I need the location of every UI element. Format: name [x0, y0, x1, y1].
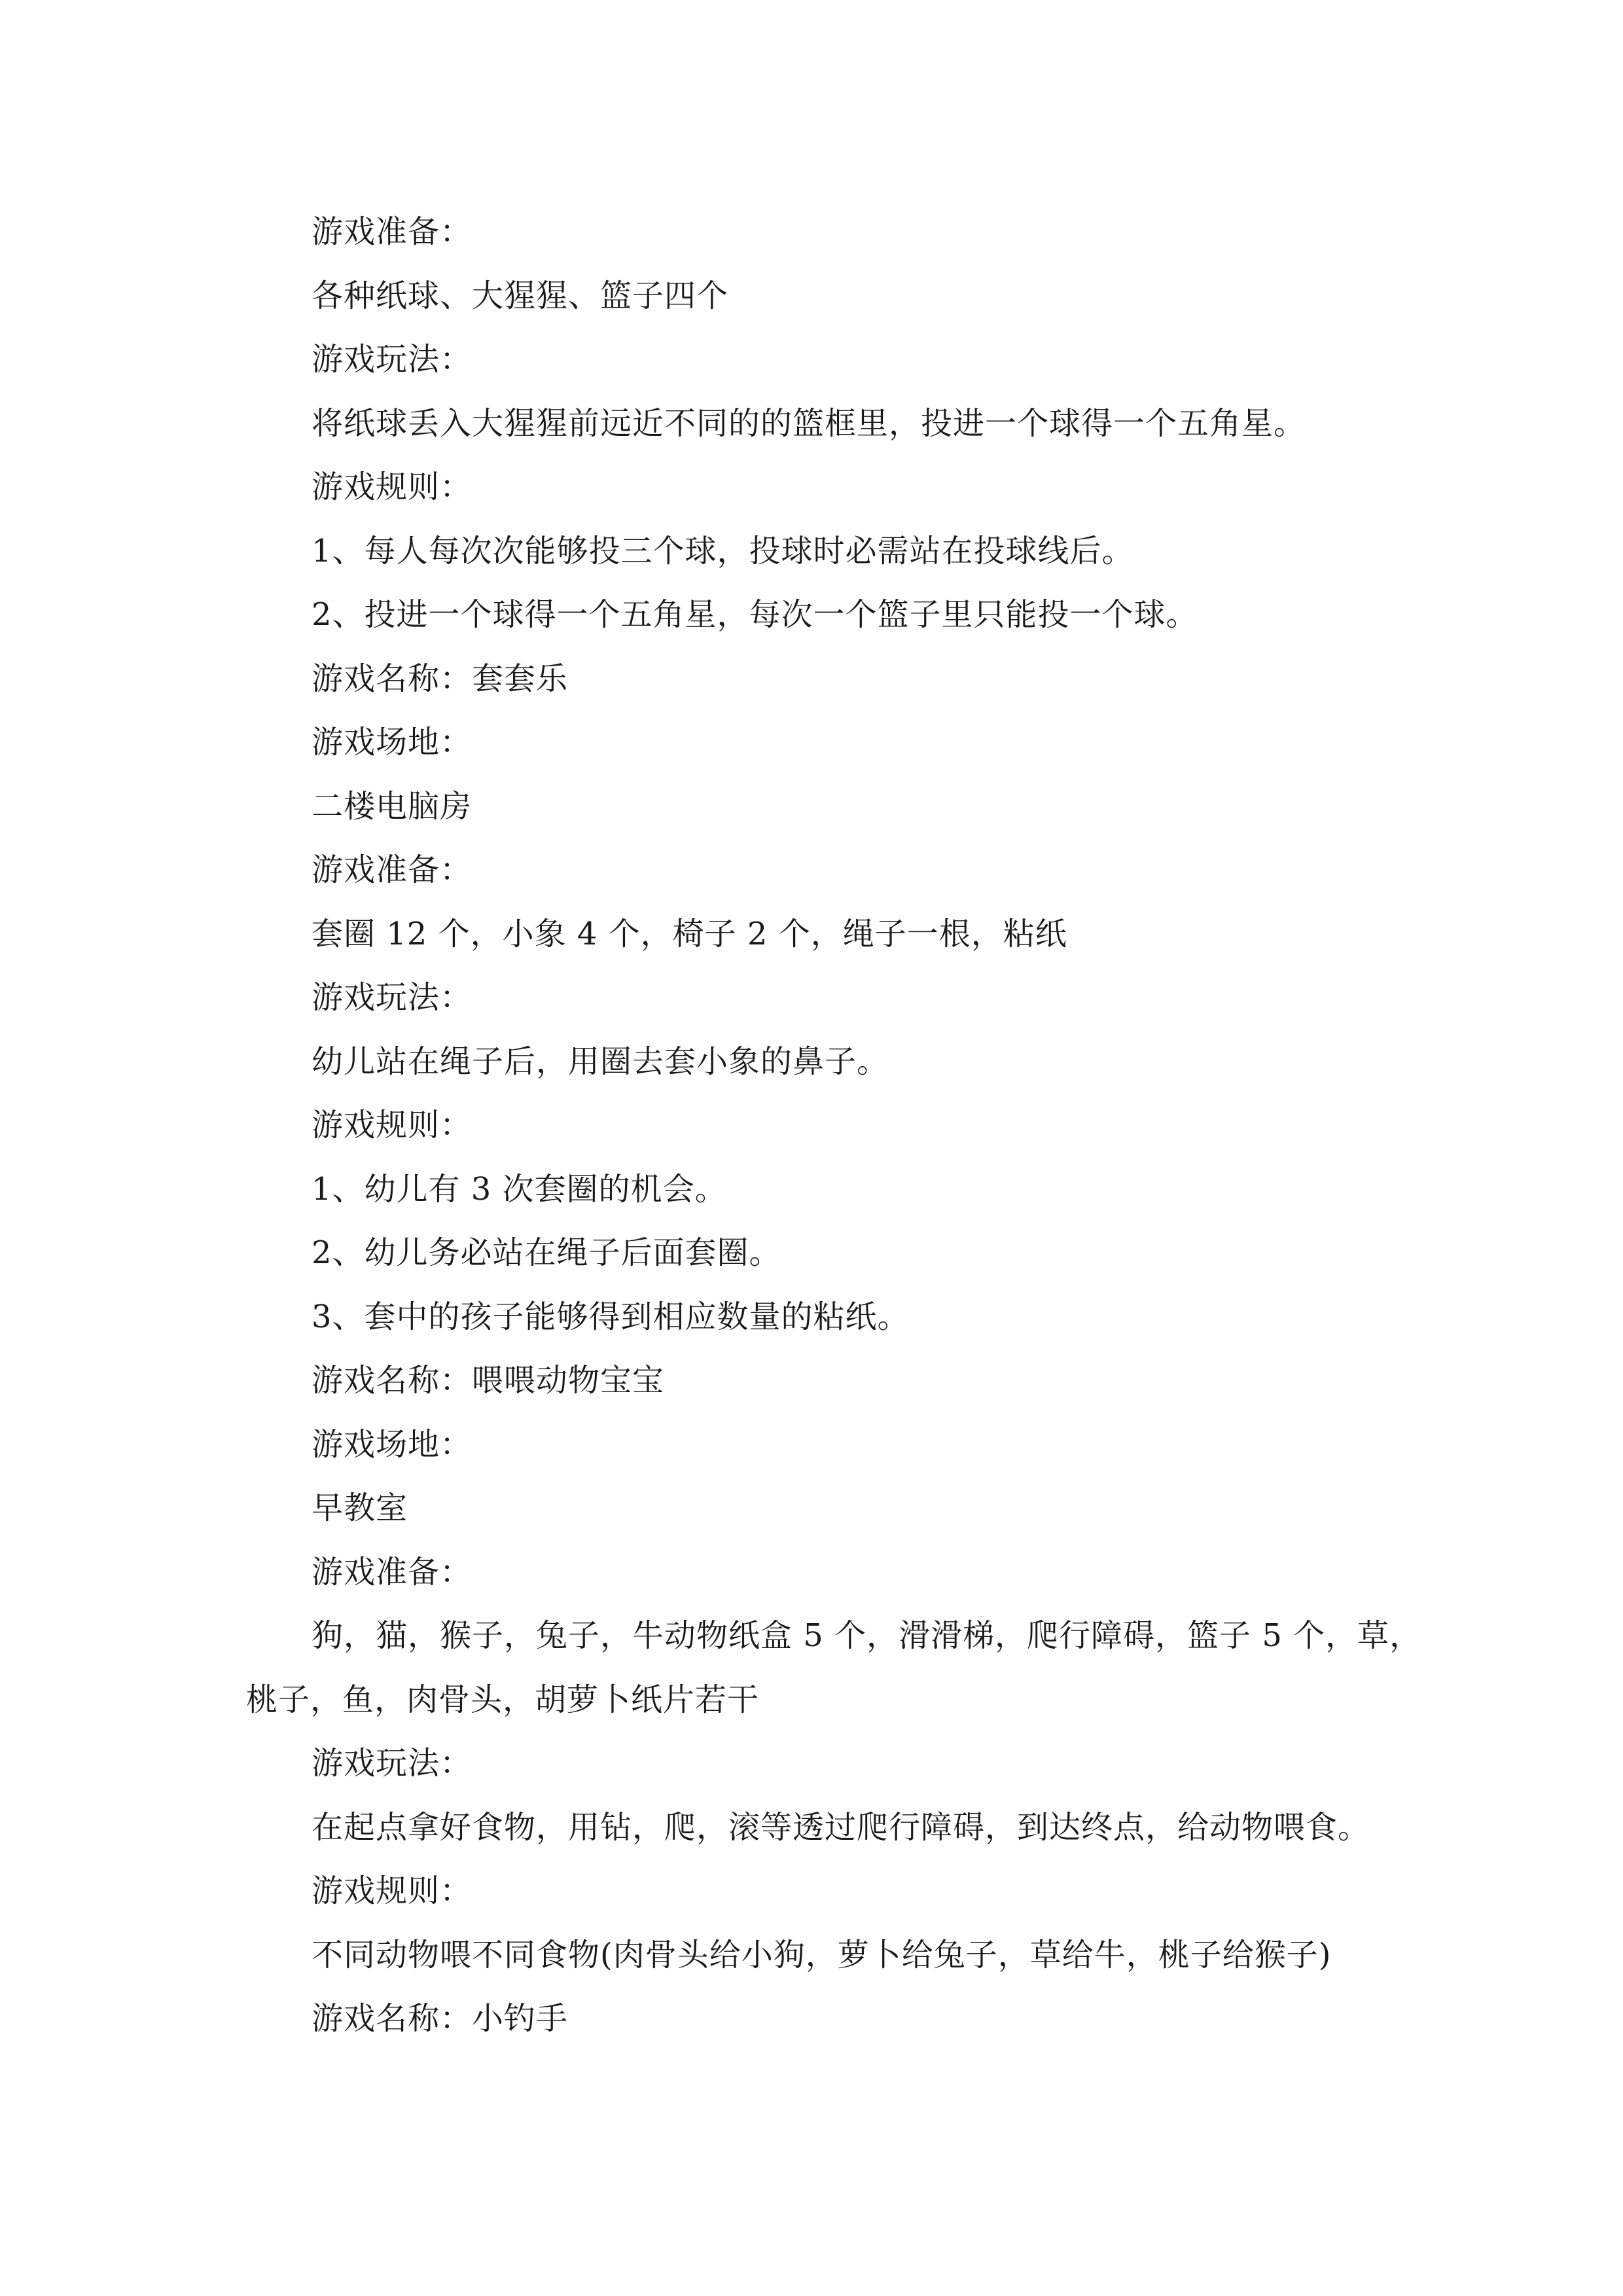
text-line: 游戏场地：: [312, 724, 473, 761]
text-line: 套圈 12 个，小象 4 个，椅子 2 个，绳子一根，粘纸: [312, 915, 1067, 952]
text-line: 游戏准备：: [312, 213, 473, 250]
text-line: 游戏名称：套套乐: [312, 660, 569, 697]
text-line: 游戏名称：小钓手: [312, 2000, 569, 2037]
text-line: 二楼电脑房: [312, 787, 473, 825]
text-line: 各种纸球、大猩猩、篮子四个: [312, 277, 729, 314]
text-line: 游戏玩法：: [312, 1745, 473, 1782]
text-line: 游戏规则：: [312, 1107, 473, 1143]
text-line: 游戏规则：: [312, 469, 473, 505]
text-line: 游戏准备：: [312, 852, 473, 888]
text-line: 游戏规则：: [312, 1873, 473, 1909]
text-line: 2、投进一个球得一个五角星，每次一个篮子里只能投一个球。: [312, 596, 1198, 633]
text-line: 狗，猫，猴子，兔子，牛动物纸盒 5 个，滑滑梯，爬行障碍，篮子 5 个，草，: [312, 1617, 1422, 1654]
text-line: 不同动物喂不同食物(肉骨头给小狗，萝卜给兔子，草给牛，桃子给猴子): [312, 1936, 1332, 1973]
text-line: 1、每人每次次能够投三个球，投球时必需站在投球线后。: [312, 532, 1134, 569]
text-line: 游戏名称：喂喂动物宝宝: [312, 1362, 665, 1399]
text-line: 游戏玩法：: [312, 979, 473, 1016]
document-body: [246, 200, 1422, 2051]
text-line: 游戏准备：: [312, 1553, 473, 1590]
text-line: 游戏场地：: [312, 1426, 473, 1463]
text-line: 在起点拿好食物，用钻，爬，滚等透过爬行障碍，到达终点，给动物喂食。: [312, 1808, 1370, 1846]
text-line: 3、套中的孩子能够得到相应数量的粘纸。: [312, 1298, 910, 1335]
text-line: 桃子，鱼，肉骨头，胡萝卜纸片若干: [246, 1681, 760, 1718]
text-line: 早教室: [312, 1490, 408, 1526]
text-line: 游戏玩法：: [312, 341, 473, 378]
text-line: 1、幼儿有 3 次套圈的机会。: [312, 1170, 727, 1208]
text-line: 将纸球丢入大猩猩前远近不同的的篮框里，投进一个球得一个五角星。: [312, 404, 1306, 442]
text-line: 2、幼儿务必站在绳子后面套圈。: [312, 1234, 781, 1271]
text-line: 幼儿站在绳子后，用圈去套小象的鼻子。: [312, 1043, 889, 1080]
